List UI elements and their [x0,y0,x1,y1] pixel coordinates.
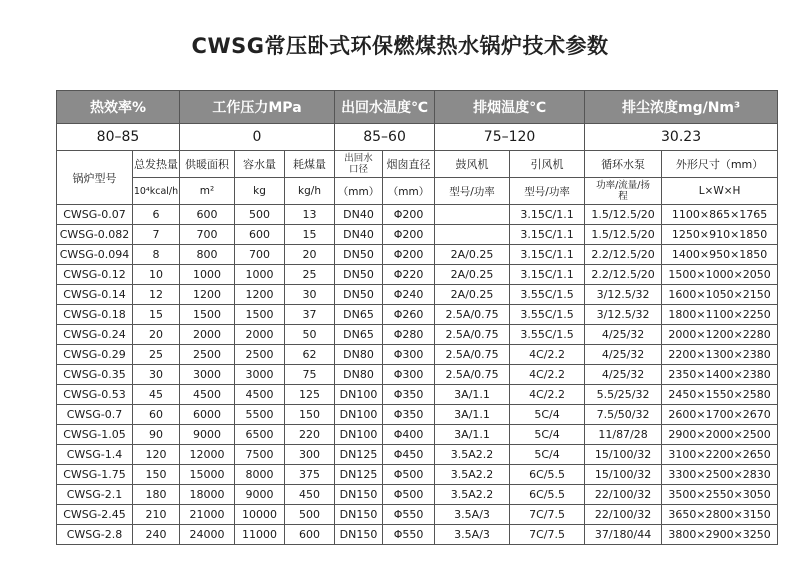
table-row [57,325,778,345]
blower-cell: 2.5A/0.75 [435,305,510,325]
fan-cell: 3.15C/1.1 [510,245,585,265]
chimney-cell: Φ220 [383,265,435,285]
model-cell: CWSG-0.24 [57,325,133,345]
area-cell: 12000 [180,445,235,465]
area-cell: 700 [180,225,235,245]
fan-unit: 型号/功率 [510,178,585,205]
pipe-diameter-cell: DN50 [335,245,383,265]
evap-cell: 8 [133,245,180,265]
pipe-diameter-label: 出回水口径 [344,153,373,175]
pipe-diameter-cell: DN150 [335,485,383,505]
model-cell: CWSG-0.53 [57,385,133,405]
water-volume-cell: 9000 [235,485,285,505]
coal-cell: 125 [285,385,335,405]
water-temp-value: 85–60 [335,124,435,151]
dims-cell: 3650×2800×3150 [662,505,778,525]
blower-cell: 3A/1.1 [435,385,510,405]
blower-unit: 型号/功率 [435,178,510,205]
table-row [57,205,778,225]
pump-cell: 22/100/32 [585,485,662,505]
header-row-groups [57,91,778,124]
model-cell: CWSG-0.35 [57,365,133,385]
dims-cell: 2900×2000×2500 [662,425,778,445]
pipe-diameter-cell: DN65 [335,305,383,325]
pump-cell: 2.2/12.5/20 [585,265,662,285]
evap-cell: 120 [133,445,180,465]
evap-unit-label: 10⁴kcal/h [133,186,179,197]
table-row [57,245,778,265]
table-row [57,525,778,545]
chimney-cell: Φ300 [383,365,435,385]
chimney-cell: Φ400 [383,425,435,445]
water-volume-cell: 1200 [235,285,285,305]
coal-cell: 20 [285,245,335,265]
chimney-cell: Φ550 [383,525,435,545]
model-cell: CWSG-2.8 [57,525,133,545]
header-row-columns [57,151,778,178]
table-row [57,485,778,505]
fan-header: 引风机 [510,151,585,178]
fan-cell: 4C/2.2 [510,385,585,405]
model-cell: CWSG-1.4 [57,445,133,465]
evap-cell: 25 [133,345,180,365]
evap-cell: 10 [133,265,180,285]
area-cell: 2000 [180,325,235,345]
pump-header: 循环水泵 [585,151,662,178]
pump-cell: 4/25/32 [585,325,662,345]
water-volume-cell: 4500 [235,385,285,405]
dims-cell: 2600×1700×2670 [662,405,778,425]
water-volume-cell: 600 [235,225,285,245]
model-cell: CWSG-2.1 [57,485,133,505]
water-volume-cell: 2500 [235,345,285,365]
coal-header: 耗煤量 [285,151,335,178]
pressure-value: 0 [180,124,335,151]
area-cell: 2500 [180,345,235,365]
evap-cell: 6 [133,205,180,225]
pressure-header: 工作压力MPa [180,91,335,124]
water-volume-cell: 1500 [235,305,285,325]
evap-cell: 15 [133,305,180,325]
model-cell: CWSG-0.07 [57,205,133,225]
evap-cell: 180 [133,485,180,505]
chimney-cell: Φ200 [383,205,435,225]
pump-cell: 1.5/12.5/20 [585,225,662,245]
pump-unit-label: 功率/流量/扬程 [596,180,651,202]
water-volume-cell: 10000 [235,505,285,525]
dims-cell: 1500×1000×2050 [662,265,778,285]
fan-cell: 3.15C/1.1 [510,225,585,245]
pump-cell: 3/12.5/32 [585,305,662,325]
fan-cell: 6C/5.5 [510,485,585,505]
model-cell: CWSG-0.7 [57,405,133,425]
coal-cell: 30 [285,285,335,305]
table-row [57,305,778,325]
chimney-cell: Φ500 [383,485,435,505]
chimney-cell: Φ200 [383,225,435,245]
area-header: 供暖面积 [180,151,235,178]
pump-cell: 15/100/32 [585,445,662,465]
blower-cell: 3.5A/3 [435,525,510,545]
pump-cell: 3/12.5/32 [585,285,662,305]
chimney-cell: Φ500 [383,465,435,485]
pipe-diameter-header [335,151,383,178]
model-cell: CWSG-0.082 [57,225,133,245]
model-cell: CWSG-0.12 [57,265,133,285]
table-row [57,225,778,245]
pump-cell: 4/25/32 [585,365,662,385]
chimney-cell: Φ350 [383,405,435,425]
coal-cell: 25 [285,265,335,285]
model-cell: CWSG-0.18 [57,305,133,325]
pump-cell: 11/87/28 [585,425,662,445]
blower-cell: 3.5A2.2 [435,445,510,465]
dust-value: 30.23 [585,124,778,151]
pump-cell: 4/25/32 [585,345,662,365]
model-cell: CWSG-1.05 [57,425,133,445]
chimney-cell: Φ350 [383,385,435,405]
evap-cell: 150 [133,465,180,485]
pump-unit [585,178,662,205]
water-volume-cell: 7500 [235,445,285,465]
dims-cell: 1250×910×1850 [662,225,778,245]
fan-cell: 4C/2.2 [510,345,585,365]
exhaust-temp-header: 排烟温度℃ [435,91,585,124]
coal-cell: 37 [285,305,335,325]
evap-unit [133,178,180,205]
area-unit: m² [180,178,235,205]
evap-cell: 20 [133,325,180,345]
fan-cell: 3.15C/1.1 [510,205,585,225]
table-row [57,365,778,385]
evap-cell: 90 [133,425,180,445]
chimney-unit: （mm） [383,178,435,205]
chimney-cell: Φ300 [383,345,435,365]
evap-header: 总发热量 [133,151,180,178]
fan-cell: 3.55C/1.5 [510,285,585,305]
model-cell: CWSG-0.14 [57,285,133,305]
pipe-diameter-cell: DN100 [335,405,383,425]
fan-cell: 3.55C/1.5 [510,305,585,325]
blower-cell: 3A/1.1 [435,425,510,445]
model-cell: CWSG-0.29 [57,345,133,365]
blower-cell: 2.5A/0.75 [435,345,510,365]
coal-cell: 300 [285,445,335,465]
chimney-cell: Φ550 [383,505,435,525]
pipe-diameter-unit: （mm） [335,178,383,205]
chimney-cell: Φ200 [383,245,435,265]
dims-cell: 2000×1200×2280 [662,325,778,345]
water-volume-header: 容水量 [235,151,285,178]
pipe-diameter-cell: DN80 [335,345,383,365]
evap-cell: 30 [133,365,180,385]
water-volume-cell: 8000 [235,465,285,485]
coal-cell: 500 [285,505,335,525]
dims-cell: 2200×1300×2380 [662,345,778,365]
coal-cell: 600 [285,525,335,545]
dust-header: 排尘浓度mg/Nm³ [585,91,778,124]
table-row [57,285,778,305]
pipe-diameter-cell: DN50 [335,265,383,285]
fan-cell: 5C/4 [510,405,585,425]
dims-unit: L×W×H [662,178,778,205]
area-cell: 4500 [180,385,235,405]
dims-cell: 2350×1400×2380 [662,365,778,385]
table-row [57,445,778,465]
evap-cell: 240 [133,525,180,545]
pump-cell: 5.5/25/32 [585,385,662,405]
table-row [57,385,778,405]
pipe-diameter-cell: DN80 [335,365,383,385]
blower-cell: 3.5A/3 [435,505,510,525]
fan-cell: 5C/4 [510,425,585,445]
pipe-diameter-cell: DN40 [335,205,383,225]
chimney-cell: Φ280 [383,325,435,345]
dims-cell: 1400×950×1850 [662,245,778,265]
dims-cell: 1600×1050×2150 [662,285,778,305]
pump-cell: 2.2/12.5/20 [585,245,662,265]
dims-cell: 3500×2550×3050 [662,485,778,505]
evap-cell: 45 [133,385,180,405]
dims-cell: 3800×2900×3250 [662,525,778,545]
table-row [57,345,778,365]
water-volume-cell: 2000 [235,325,285,345]
coal-cell: 150 [285,405,335,425]
pump-cell: 37/180/44 [585,525,662,545]
water-volume-cell: 5500 [235,405,285,425]
fan-cell: 5C/4 [510,445,585,465]
chimney-cell: Φ260 [383,305,435,325]
area-cell: 21000 [180,505,235,525]
blower-cell: 3.5A2.2 [435,465,510,485]
dims-cell: 1800×1100×2250 [662,305,778,325]
area-cell: 24000 [180,525,235,545]
blower-cell: 2A/0.25 [435,265,510,285]
fan-cell: 4C/2.2 [510,365,585,385]
area-cell: 3000 [180,365,235,385]
pump-cell: 22/100/32 [585,505,662,525]
area-cell: 6000 [180,405,235,425]
water-volume-cell: 700 [235,245,285,265]
area-cell: 9000 [180,425,235,445]
coal-cell: 50 [285,325,335,345]
coal-cell: 13 [285,205,335,225]
header-row-values [57,124,778,151]
blower-cell: 2.5A/0.75 [435,325,510,345]
model-header: 锅炉型号 [57,151,133,205]
efficiency-header: 热效率% [57,91,180,124]
fan-cell: 7C/7.5 [510,525,585,545]
table-row [57,465,778,485]
header-row-units [57,178,778,205]
evap-cell: 12 [133,285,180,305]
pump-cell: 15/100/32 [585,465,662,485]
pipe-diameter-cell: DN150 [335,505,383,525]
water-volume-cell: 500 [235,205,285,225]
blower-cell [435,205,510,225]
fan-cell: 6C/5.5 [510,465,585,485]
area-cell: 1000 [180,265,235,285]
model-cell: CWSG-2.45 [57,505,133,525]
fan-cell: 3.55C/1.5 [510,325,585,345]
blower-cell: 3.5A2.2 [435,485,510,505]
area-cell: 1200 [180,285,235,305]
fan-cell: 3.15C/1.1 [510,265,585,285]
evap-cell: 60 [133,405,180,425]
pump-cell: 1.5/12.5/20 [585,205,662,225]
dims-cell: 2450×1550×2580 [662,385,778,405]
area-cell: 600 [180,205,235,225]
pipe-diameter-cell: DN65 [335,325,383,345]
table-row [57,505,778,525]
exhaust-temp-value: 75–120 [435,124,585,151]
blower-header: 鼓风机 [435,151,510,178]
blower-cell: 2A/0.25 [435,285,510,305]
evap-cell: 7 [133,225,180,245]
pipe-diameter-cell: DN40 [335,225,383,245]
water-volume-unit: kg [235,178,285,205]
coal-cell: 375 [285,465,335,485]
water-volume-cell: 1000 [235,265,285,285]
dims-cell: 1100×865×1765 [662,205,778,225]
model-cell: CWSG-0.094 [57,245,133,265]
table-row [57,405,778,425]
table-row [57,265,778,285]
coal-unit: kg/h [285,178,335,205]
dims-header: 外形尺寸（mm） [662,151,778,178]
pump-cell: 7.5/50/32 [585,405,662,425]
model-cell: CWSG-1.75 [57,465,133,485]
blower-cell [435,225,510,245]
water-volume-cell: 3000 [235,365,285,385]
coal-cell: 62 [285,345,335,365]
pipe-diameter-cell: DN100 [335,425,383,445]
chimney-cell: Φ450 [383,445,435,465]
area-cell: 1500 [180,305,235,325]
water-temp-header: 出回水温度℃ [335,91,435,124]
coal-cell: 75 [285,365,335,385]
dims-cell: 3300×2500×2830 [662,465,778,485]
area-cell: 800 [180,245,235,265]
area-cell: 15000 [180,465,235,485]
pipe-diameter-cell: DN125 [335,465,383,485]
coal-cell: 450 [285,485,335,505]
water-volume-cell: 6500 [235,425,285,445]
dims-cell: 3100×2200×2650 [662,445,778,465]
table-row [57,425,778,445]
efficiency-value: 80–85 [57,124,180,151]
pipe-diameter-cell: DN100 [335,385,383,405]
area-cell: 18000 [180,485,235,505]
pipe-diameter-cell: DN125 [335,445,383,465]
water-volume-cell: 11000 [235,525,285,545]
evap-cell: 210 [133,505,180,525]
spec-table [56,90,778,545]
page-title: CWSG常压卧式环保燃煤热水锅炉技术参数 [191,34,609,58]
pipe-diameter-cell: DN50 [335,285,383,305]
chimney-header: 烟囱直径 [383,151,435,178]
blower-cell: 2.5A/0.75 [435,365,510,385]
coal-cell: 15 [285,225,335,245]
blower-cell: 3A/1.1 [435,405,510,425]
fan-cell: 7C/7.5 [510,505,585,525]
pipe-diameter-cell: DN150 [335,525,383,545]
chimney-cell: Φ240 [383,285,435,305]
blower-cell: 2A/0.25 [435,245,510,265]
coal-cell: 220 [285,425,335,445]
